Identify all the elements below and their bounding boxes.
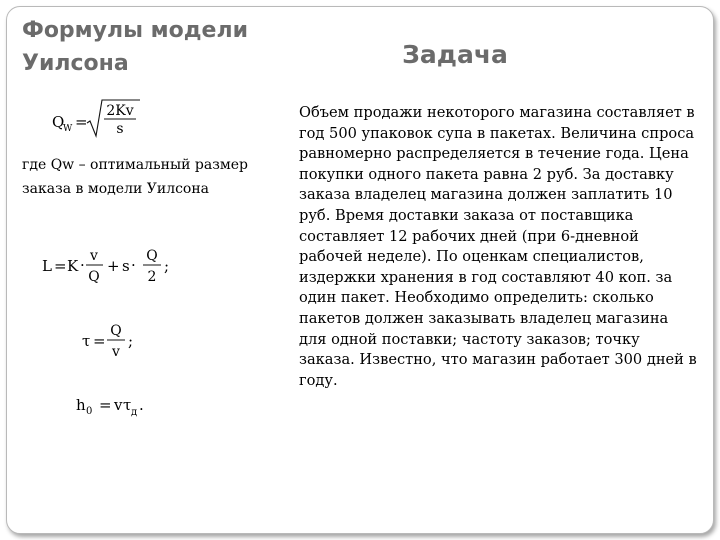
wilson-formula-qw [50,96,160,142]
formula-eq: = [75,113,88,131]
formula-semicolon: ; [128,332,134,350]
formula-den2: 2 [147,269,157,285]
formula-description: где Qw – оптимальный размер заказа в модели Уилсона [22,157,248,197]
formula-num2: Q [146,248,158,264]
formula-eq: = [93,332,106,350]
formula-num1: v [90,248,98,264]
task-title: Задача [402,40,508,69]
formula-lhs-sub: W [63,124,73,134]
formula-plus: + [107,257,120,275]
reorder-point-formula [74,390,174,420]
formula-num: Q [110,323,122,339]
formula-dot: · [80,256,85,274]
formula-dot2: · [131,256,136,274]
total-cost-formula [40,243,190,289]
formula-s: s [122,257,130,275]
formula-lhs: L [42,257,52,275]
formula-eq: = [54,257,67,275]
formula-semicolon: ; [164,257,170,275]
formula-tau: τ [123,396,132,414]
task-text: Объем продажи некоторого магазина составляет в год 500 упаковок супа в пакетах. Величина спроса равномерно распределяется в течение года. Цена покупки одного пакета равна 2 руб. За доставку заказа владелец магазина должен заплатить 10 руб. Время доставки заказа от поставщика составляет 12 рабочих дней (при 6-дневной рабочей неделе). По оценкам специалистов, издержки хранения в год составляют 40 коп. за один пакет. Необходимо определить: сколько пакетов должен заказывать владелец магазина для одной поставки; частоту заказов; точку заказа. Известно, что магазин работает 300 дней в году. [299,104,697,389]
formula-lhs: Q [52,113,65,131]
left-title: Формулы модели Уилсона [22,18,248,76]
formula-den: v [112,344,120,360]
formula-v: v [114,396,123,414]
formula-denominator: s [116,121,124,137]
formula-eq: = [99,396,112,414]
formula-numerator: 2Kv [106,103,134,119]
formula-den1: Q [88,269,100,285]
formula-lhs: τ [82,332,91,350]
formula-period: . [139,396,144,414]
formula-tau-sub: д [131,407,138,418]
order-interval-formula [80,318,150,364]
formula-lhs-sub: 0 [86,406,93,417]
formula-lhs: h [76,396,86,414]
formula-k: K [67,257,79,275]
